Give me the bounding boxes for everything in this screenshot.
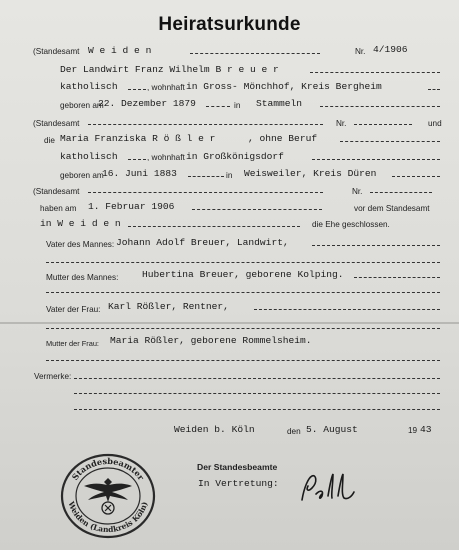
- wohnhaft-label: , wohnhaft: [147, 83, 185, 92]
- bride-father: Karl Rößler, Rentner,: [108, 301, 229, 312]
- document-title: Heiratsurkunde: [158, 14, 301, 35]
- handwritten-signature: [296, 470, 358, 510]
- seal-bottom-text: Weiden (Landkreis Köln): [66, 500, 150, 535]
- fill-dash: [88, 192, 323, 193]
- fill-dash: [192, 209, 322, 210]
- bride-father-label: Vater der Frau:: [46, 305, 101, 314]
- issue-year-prefix: 19: [408, 426, 418, 435]
- nr-label: Nr.: [336, 119, 347, 128]
- standesamt-value: W e i d e n: [88, 45, 152, 56]
- bride-occupation: , ohne Beruf: [248, 133, 318, 144]
- fill-dash: [88, 124, 323, 125]
- bride-birth-place: Weisweiler, Kreis Düren: [244, 168, 377, 179]
- fill-dash: [188, 176, 224, 177]
- fill-dash: [74, 409, 440, 410]
- fill-dash: [46, 292, 440, 293]
- fill-dash: [312, 245, 440, 246]
- groom-father: Johann Adolf Breuer, Landwirt,: [116, 237, 289, 248]
- paper-fold-line: [0, 322, 459, 324]
- fill-dash: [190, 53, 320, 54]
- bride-mother-label: Mutter der Frau:: [46, 339, 99, 348]
- fill-dash: [320, 106, 440, 107]
- die-label: die: [44, 136, 55, 145]
- standesamt-label: (Standesamt: [33, 47, 80, 56]
- groom-mother-label: Mutter des Mannes:: [46, 273, 119, 282]
- seal-top-text: Standesbeamter: [69, 455, 147, 482]
- fill-dash: [312, 159, 440, 160]
- ehe-geschlossen-label: die Ehe geschlossen.: [312, 220, 390, 229]
- fill-dash: [46, 328, 440, 329]
- fill-dash: [354, 277, 440, 278]
- fill-dash: [340, 141, 440, 142]
- groom-name: Der Landwirt Franz Wilhelm B r e u e r: [60, 64, 279, 75]
- und-label: und: [428, 119, 442, 128]
- fill-dash: [254, 309, 440, 310]
- groom-birth-place: Stammeln: [256, 98, 303, 109]
- vor-dem-standesamt-label: vor dem Standesamt: [354, 204, 430, 213]
- bride-residence: in Großkönigsdorf: [186, 151, 284, 162]
- groom-religion: katholisch: [60, 81, 118, 92]
- fill-dash: [354, 124, 412, 125]
- issue-date: 5. August: [306, 424, 358, 435]
- standesamt-label: (Standesamt: [33, 187, 80, 196]
- geboren-label: geboren am: [60, 101, 104, 110]
- geboren-label: geboren am: [60, 171, 104, 180]
- fill-dash: [128, 89, 146, 90]
- bride-religion: katholisch: [60, 151, 118, 162]
- in-label: in: [226, 171, 233, 180]
- den-label: den: [287, 427, 301, 436]
- marriage-office: in W e i d e n: [40, 218, 121, 229]
- fill-dash: [428, 89, 440, 90]
- issue-place: Weiden b. Köln: [174, 424, 255, 435]
- bride-name: Maria Franziska R ö ß l e r: [60, 133, 216, 144]
- vermerke-label: Vermerke:: [34, 372, 72, 381]
- groom-father-label: Vater des Mannes:: [46, 240, 115, 249]
- eagle-emblem-icon: [84, 478, 132, 514]
- issue-year-suffix: 43: [420, 424, 432, 435]
- fill-dash: [74, 393, 440, 394]
- marriage-date: 1. Februar 1906: [88, 201, 175, 212]
- nr-label: Nr.: [355, 47, 366, 56]
- fill-dash: [206, 106, 230, 107]
- fill-dash: [74, 378, 440, 379]
- groom-birth-date: 22. Dezember 1879: [98, 98, 196, 109]
- groom-mother: Hubertina Breuer, geborene Kolping.: [142, 269, 344, 280]
- in-label: in: [234, 101, 241, 110]
- groom-residence: in Gross- Mönchhof, Kreis Bergheim: [186, 81, 382, 92]
- bride-mother: Maria Rößler, geborene Rommelsheim.: [110, 335, 312, 346]
- wohnhaft-label: , wohnhaft: [147, 153, 185, 162]
- fill-dash: [392, 176, 440, 177]
- standesamt-label: (Standesamt: [33, 119, 80, 128]
- nr-label: Nr.: [352, 187, 363, 196]
- nr-value: 4/1906: [373, 44, 408, 55]
- fill-dash: [310, 72, 440, 73]
- registrar-title: Der Standesbeamte: [197, 462, 278, 472]
- deputy-label: In Vertretung:: [198, 478, 279, 489]
- fill-dash: [128, 159, 146, 160]
- fill-dash: [46, 360, 440, 361]
- bride-birth-date: 16. Juni 1883: [102, 168, 177, 179]
- fill-dash: [128, 226, 300, 227]
- fill-dash: [370, 192, 432, 193]
- fill-dash: [46, 262, 440, 263]
- haben-am-label: haben am: [40, 204, 77, 213]
- official-seal: [58, 452, 158, 540]
